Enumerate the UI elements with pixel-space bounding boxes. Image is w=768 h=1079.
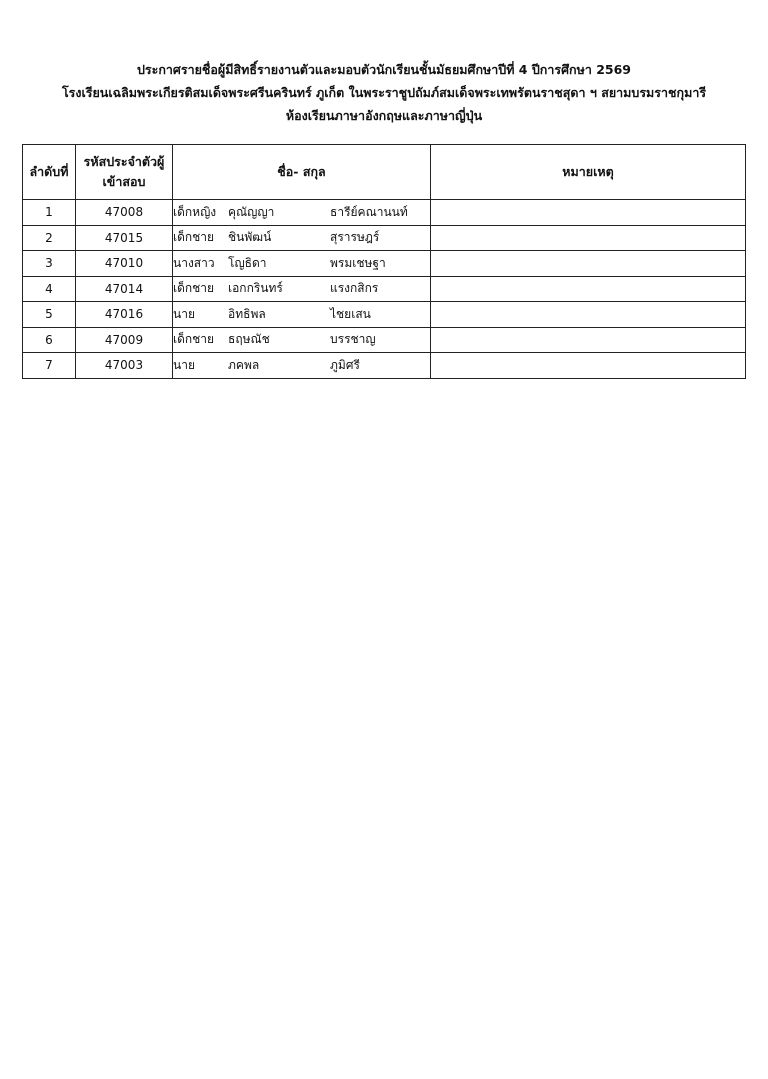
student-name (173, 276, 431, 302)
table-row (23, 225, 746, 251)
table-header-row (23, 145, 746, 200)
student-name (173, 302, 431, 328)
student-name (173, 353, 431, 379)
remark-cell (431, 302, 746, 328)
remark-cell (431, 251, 746, 277)
student-roster-table (22, 144, 746, 379)
last-name: ไชยเสน (330, 306, 371, 321)
first-name: เอกกรินทร์ (228, 281, 283, 296)
first-name: คุณัญญา (228, 204, 275, 219)
table-row (23, 276, 746, 302)
table-body (23, 200, 746, 379)
column-header-exam-id-line1: รหัสประจำตัวผู้ (83, 154, 165, 169)
student-name (173, 251, 431, 277)
first-name: ภคพล (228, 357, 260, 372)
program-name: ห้องเรียนภาษาอังกฤษและภาษาญี่ปุ่น (285, 108, 483, 123)
student-name (173, 225, 431, 251)
first-name: ธฤษณัช (228, 332, 270, 347)
table-row (23, 200, 746, 226)
last-name: สุรารษฎร์ (330, 230, 380, 245)
row-number: 2 (23, 225, 76, 251)
remark-cell (431, 276, 746, 302)
name-prefix: เด็กชาย (173, 281, 215, 296)
name-prefix: เด็กชาย (173, 332, 215, 347)
remark-cell (431, 353, 746, 379)
column-header-name: ชื่อ- สกุล (173, 145, 431, 200)
name-prefix: นางสาว (173, 255, 215, 270)
table-row (23, 353, 746, 379)
column-header-no: ลำดับที่ (23, 145, 76, 200)
name-prefix: เด็กหญิง (173, 204, 217, 219)
student-name (173, 200, 431, 226)
last-name: ภูมิศรี (330, 357, 360, 372)
student-name (173, 327, 431, 353)
school-name: โรงเรียนเฉลิมพระเกียรติสมเด็จพระศรีนครินทร์ ภูเก็ต ในพระราชูปถัมภ์สมเด็จพระเทพรัตนราชสุดา ฯ สยามบรมราชกุมารี (61, 85, 707, 100)
row-number: 5 (23, 302, 76, 328)
table-row (23, 327, 746, 353)
name-prefix: นาย (173, 306, 195, 321)
column-header-exam-id (76, 145, 173, 200)
last-name: ธารีย์คณานนท์ (330, 204, 408, 219)
remark-cell (431, 327, 746, 353)
exam-id: 47008 (76, 200, 173, 226)
document-header (0, 58, 768, 127)
table-row (23, 302, 746, 328)
exam-id: 47014 (76, 276, 173, 302)
first-name: โญธิดา (228, 255, 267, 270)
row-number: 6 (23, 327, 76, 353)
exam-id: 47003 (76, 353, 173, 379)
exam-id: 47016 (76, 302, 173, 328)
first-name: อิทธิพล (228, 306, 266, 321)
remark-cell (431, 225, 746, 251)
last-name: พรมเชษฐา (330, 255, 386, 270)
table-row (23, 251, 746, 277)
exam-id: 47009 (76, 327, 173, 353)
row-number: 7 (23, 353, 76, 379)
last-name: บรรชาญ (330, 332, 376, 347)
column-header-exam-id-line2: เข้าสอบ (102, 174, 146, 189)
last-name: แรงกสิกร (330, 281, 379, 296)
first-name: ชินพัฒน์ (228, 230, 272, 245)
row-number: 1 (23, 200, 76, 226)
announcement-title: ประกาศรายชื่อผู้มีสิทธิ์รายงานตัวและมอบตัวนักเรียนชั้นมัธยมศึกษาปีที่ 4 ปีการศึกษา 2569 (136, 62, 631, 77)
remark-cell (431, 200, 746, 226)
column-header-remark: หมายเหตุ (431, 145, 746, 200)
row-number: 4 (23, 276, 76, 302)
name-prefix: เด็กชาย (173, 230, 215, 245)
exam-id: 47010 (76, 251, 173, 277)
exam-id: 47015 (76, 225, 173, 251)
name-prefix: นาย (173, 357, 195, 372)
row-number: 3 (23, 251, 76, 277)
